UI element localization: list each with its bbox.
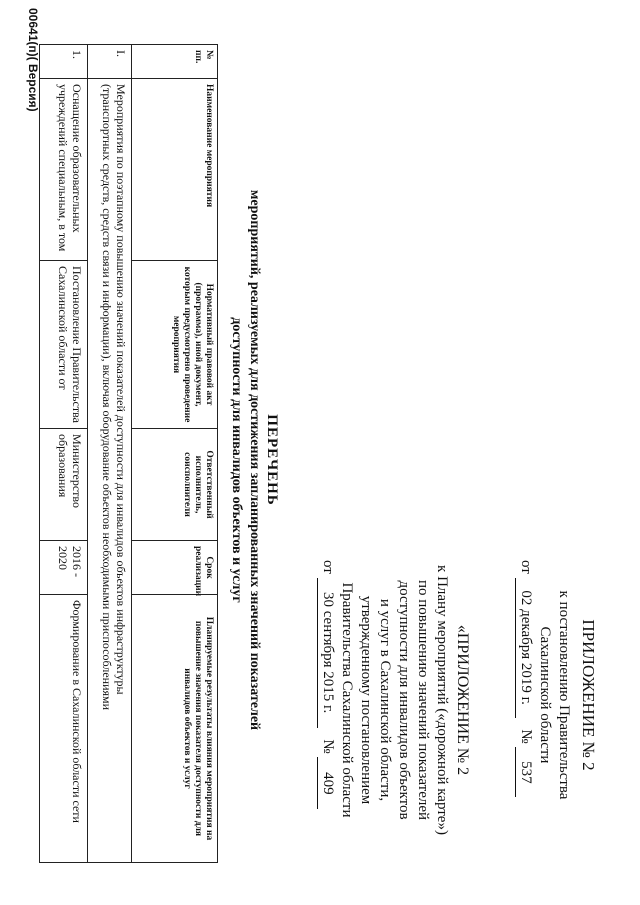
table-header-row: [132, 45, 218, 863]
appendix-date-line: [515, 560, 535, 830]
row-num: 1.: [40, 45, 88, 79]
appendix-line-1: к постановлению Правительства: [556, 590, 572, 800]
attachment-line-6: Правительства Сахалинской области: [339, 582, 355, 818]
attachment-date-line: [317, 560, 337, 840]
attachment-number: 409: [317, 757, 337, 809]
attachment-line-1: к Плану мероприятий («дорожной карте»): [434, 565, 450, 835]
header-resp: Ответственный исполнитель, соисполнители: [132, 429, 218, 541]
appendix-block: [515, 560, 598, 830]
appendix-title: ПРИЛОЖЕНИЕ № 2: [579, 619, 598, 771]
row-act: Постановление Правительства Сахалинской области от: [40, 261, 88, 429]
attachment-date: 30 сентября 2015 г.: [317, 578, 337, 728]
header-name: Наименование мероприятия: [132, 79, 218, 261]
attachment-line-5: утвержденному постановлением: [358, 595, 374, 805]
attachment-title: «ПРИЛОЖЕНИЕ № 2: [454, 624, 471, 776]
attachment-line-4: и услуг в Сахалинской области,: [377, 598, 393, 802]
header-act: Нормативный правовой акт (программа), иной документ, которым предусмотрено проведение мероприятия: [132, 261, 218, 429]
attachment-no-label: №: [320, 739, 336, 754]
header-term: Срок реализации: [132, 541, 218, 595]
row-name: Оснащение образовательных учреждений специальным, в том: [40, 79, 88, 261]
section-text: [88, 79, 132, 863]
attachment-date-prefix: от: [320, 560, 336, 574]
appendix-date-prefix: от: [518, 560, 534, 574]
header-num: № пп.: [132, 45, 218, 79]
list-title: ПЕРЕЧЕНЬ: [264, 414, 280, 506]
attachment-line-2: по повышению значений показателей: [415, 579, 431, 821]
section-text-line-2: (транспортных средств, средств связи и информации), включая оборудование объектов необходимыми приспособлениями: [100, 84, 114, 711]
row-resp: Министерство образования: [40, 429, 88, 541]
list-subtitle-line-2: доступности для инвалидов объектов и услуг: [229, 317, 244, 603]
attachment-block: [317, 560, 472, 840]
section-row: [88, 45, 132, 863]
row-term: 2016 - 2020: [40, 541, 88, 595]
list-heading: [227, 180, 280, 740]
table-row: [40, 45, 88, 863]
appendix-no-label: №: [518, 729, 534, 744]
attachment-line-3: доступности для инвалидов объектов: [396, 580, 412, 820]
appendix-date: 02 декабря 2019 г.: [515, 578, 535, 718]
header-result: Планируемые результаты влияния мероприятия на повышение значения показателя доступности для инвалидов объектов и услуг: [132, 595, 218, 863]
document-code: 00641(п)( Версия): [26, 8, 40, 112]
row-result: Формирование в Сахалинской области сети: [40, 595, 88, 863]
section-text-line-1: Мероприятия по поэтапному повышению значений показателей доступности для инвалидов объектов инфраструктуры: [114, 84, 128, 695]
appendix-line-2: Сахалинской области: [537, 626, 553, 764]
list-subtitle-line-1: мероприятий, реализуемых для достижения запланированных значений показателей: [247, 189, 262, 731]
measures-table: [39, 44, 218, 863]
appendix-number: 537: [515, 747, 535, 797]
section-num: I.: [88, 45, 132, 79]
